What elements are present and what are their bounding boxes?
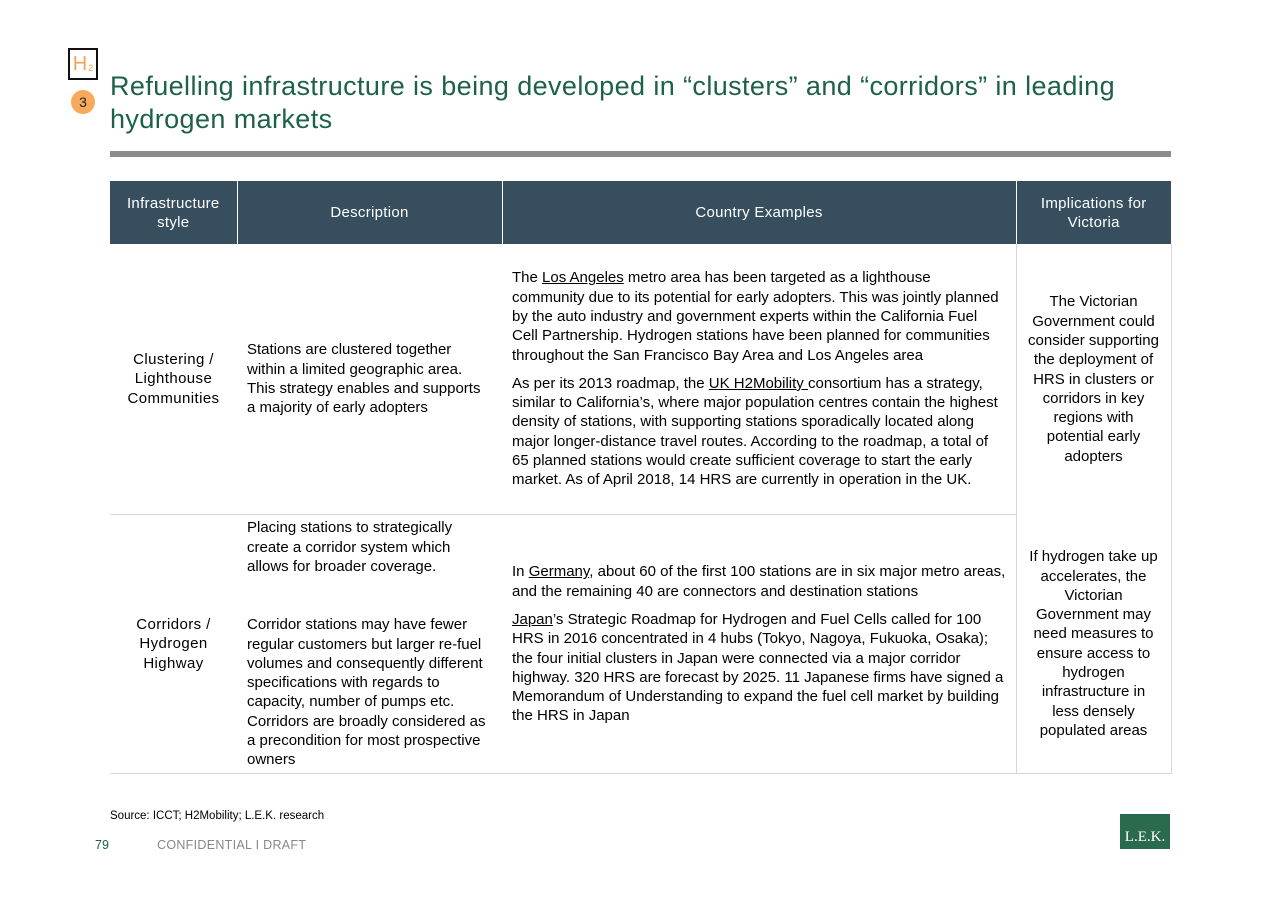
header-country-examples: Country Examples xyxy=(502,181,1016,244)
style-cell: Corridors / Hydrogen Highway xyxy=(110,515,237,774)
example-text: The xyxy=(512,269,543,287)
style-cell: Clustering / Lighthouse Communities xyxy=(110,244,237,515)
page-title: Refuelling infrastructure is being developed in “clusters” and “corridors” in leading hydrogen markets xyxy=(110,71,1115,134)
link-uk-h2mobility[interactable]: UK H2Mobility xyxy=(708,374,808,392)
implication-cell: The Victorian Government could consider supporting the deployment of HRS in clusters or corridors in key regions with potential early adopters xyxy=(1016,244,1171,515)
description-text: Corridor stations may have fewer regular customers but larger re-fuel volumes and consequently different specifications with regards to capacity, number of pumps etc. Corridors are broadly considered as a precondition for most prospective owners xyxy=(247,616,486,769)
link-los-angeles[interactable]: Los Angeles xyxy=(542,269,624,287)
logo-subscript: 2 xyxy=(88,63,94,73)
example-text: consortium has a strategy, similar to California’s, where major population centres contain the highest density of stations, with supporting stations sporadically located along major longer-distance travel routes. According to the roadmap, a total of 65 planned stations would create sufficient coverage to start the early market. As of April 2018, 14 HRS are currently in operation in the UK. xyxy=(512,374,998,489)
confidential-label: CONFIDENTIAL I DRAFT xyxy=(157,838,307,852)
page-number: 79 xyxy=(95,838,109,852)
description-cell xyxy=(237,244,502,515)
example-paragraph xyxy=(512,268,1006,364)
table-header-row xyxy=(110,181,1171,244)
header-description: Description xyxy=(237,181,502,244)
infrastructure-table xyxy=(110,181,1172,774)
section-number-badge: 3 xyxy=(71,90,95,114)
source-note: Source: ICCT; H2Mobility; L.E.K. research xyxy=(110,810,325,822)
example-text: , about 60 of the first 100 stations are in six major metro areas, and the remaining 40 are connectors and destination stations xyxy=(512,563,1006,600)
example-paragraph xyxy=(512,610,1006,726)
table-row xyxy=(110,244,1171,515)
country-examples-cell xyxy=(502,244,1016,515)
header-implications: Implications for Victoria xyxy=(1016,181,1171,244)
hydrogen-logo-icon xyxy=(68,48,98,80)
lek-logo-icon: L.E.K. xyxy=(1120,814,1170,849)
example-text: In xyxy=(512,563,529,581)
example-text: metro area has been targeted as a lighthouse community due to its potential for early adopters. This was jointly planned by the auto industry and government experts within the California Fuel Cell Partnership. Hydrogen stations have been planned for communities throughout the San Francisco Bay Area and Los Angeles area xyxy=(512,269,999,364)
description-text: Stations are clustered together within a limited geographic area. This strategy enables and supports a majority of early adopters xyxy=(247,341,481,417)
example-text: ’s Strategic Roadmap for Hydrogen and Fuel Cells called for 100 HRS in 2016 concentrated in 4 hubs (Tokyo, Nagoya, Fukuoka, Osaka); the four initial clusters in Japan were connected via a major corridor highway. 320 HRS are forecast by 2025. 11 Japanese firms have signed a Memorandum of Understanding to expand the fuel cell market by building the HRS in Japan xyxy=(512,610,1004,725)
example-text: As per its 2013 roadmap, the xyxy=(512,374,709,392)
description-cell xyxy=(237,515,502,774)
logo-letter: H xyxy=(72,52,88,75)
example-paragraph xyxy=(512,562,1006,601)
header-infrastructure-style: Infrastructure style xyxy=(110,181,237,244)
example-paragraph xyxy=(512,374,1006,490)
description-text: Placing stations to strategically create a corridor system which allows for broader coverage. xyxy=(247,519,453,575)
table-row xyxy=(110,515,1171,774)
title-divider xyxy=(110,151,1171,157)
implication-cell: If hydrogen take up accelerates, the Victorian Government may need measures to ensure access to hydrogen infrastructure in less densely populated areas xyxy=(1016,515,1171,774)
country-examples-cell xyxy=(502,515,1016,774)
link-germany[interactable]: Germany xyxy=(528,563,590,581)
link-japan[interactable]: Japan xyxy=(512,610,553,628)
